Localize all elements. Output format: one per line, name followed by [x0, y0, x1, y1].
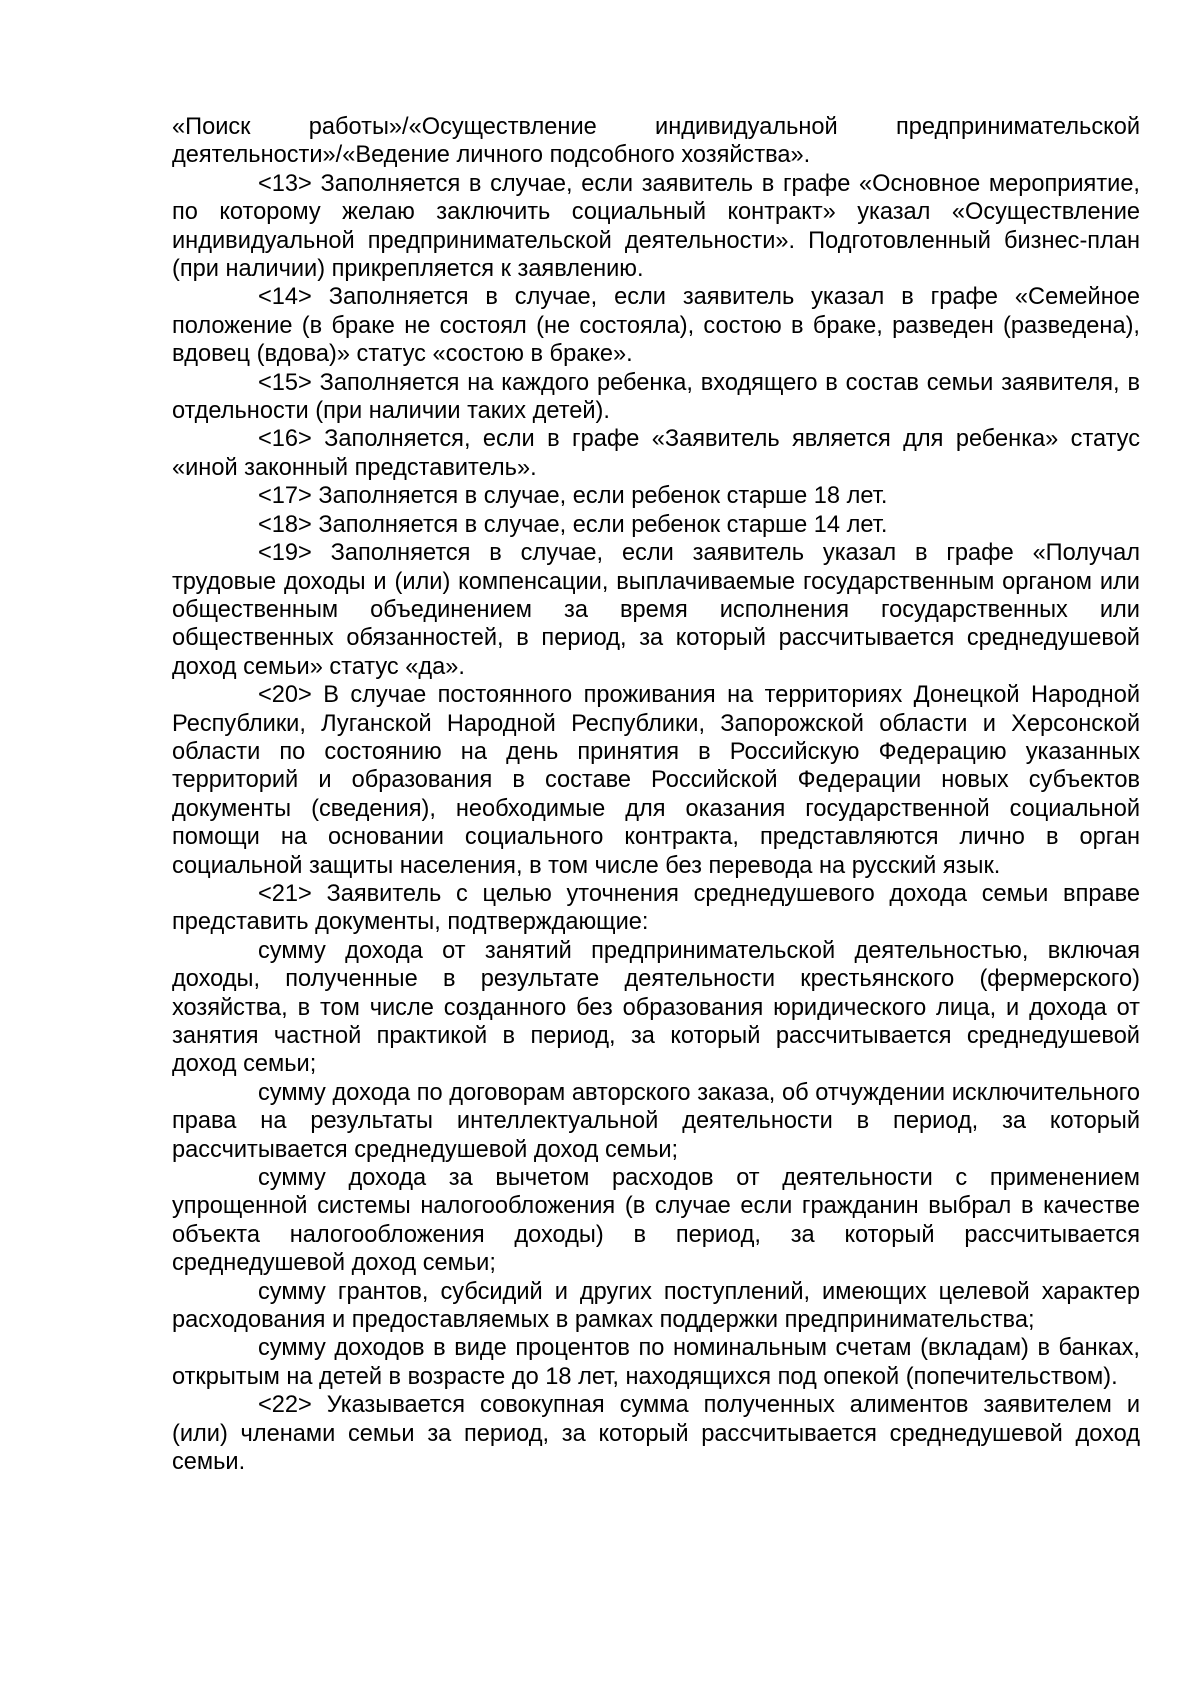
footnote-21-item-business-income: сумму дохода от занятий предпринимательской деятельностью, включая доходы, полученные в результате деятельности крестьянского (фермерского) хозяйства, в том числе созданного без образования юридического лица, и дохода от занятия частной практикой в период, за который рассчитывается среднедушевой доход семьи; [172, 937, 1140, 1078]
footnote-19: <19> Заполняется в случае, если заявитель указал в графе «Получал трудовые доходы и (или) компенсации, выплачиваемые государственным органом или общественным объединением за время исполнения государственных или общественных обязанностей, в период, за который рассчитывается среднедушевой доход семьи» статус «да». [172, 540, 1140, 680]
footnote-22: <22> Указывается совокупная сумма полученных алиментов заявителем и (или) членами семьи за период, за который рассчитывается среднедушевой доход семьи. [172, 1392, 1140, 1476]
footnote-21-item-author-contracts: сумму дохода по договорам авторского заказа, об отчуждении исключительного права на результаты интеллектуальной деятельности в период, за который рассчитывается среднедушевой доход семьи; [172, 1079, 1140, 1163]
footnote-21: <21> Заявитель с целью уточнения среднедушевого дохода семьи вправе представить документы, подтверждающие: [172, 880, 1140, 936]
footnote-17: <17> Заполняется в случае, если ребенок старше 18 лет. [258, 483, 888, 510]
footnote-15: <15> Заполняется на каждого ребенка, входящего в состав семьи заявителя, в отдельности (при наличии таких детей). [172, 369, 1140, 425]
footnote-21-item-interest: сумму доходов в виде процентов по номинальным счетам (вкладам) в банках, открытым на детей в возрасте до 18 лет, находящихся под опекой (попечительством). [172, 1335, 1140, 1390]
footnote-20: <20> В случае постоянного проживания на территориях Донецкой Народной Республики, Луганской Народной Республики, Запорожской области и Херсонской области по состоянию на день принятия в Российскую Федерацию указанных территорий и образования в составе Российской Федерации новых субъектов документы (сведения), необходимые для оказания государственной социальной помощи на основании социального контракта, представляются лично в орган социальной защиты населения, в том числе без перевода на русский язык. [172, 682, 1140, 879]
footnote-16: <16> Заполняется, если в графе «Заявитель является для ребенка» статус «иной законный представитель». [172, 426, 1140, 481]
footnote-18: <18> Заполняется в случае, если ребенок старше 14 лет. [258, 511, 888, 538]
footnote-13: <13> Заполняется в случае, если заявитель в графе «Основное мероприятие, по которому желаю заключить социальный контракт» указал «Осуществление индивидуальной предпринимательской деятельности». Подготовленный бизнес-план (при наличии) прикрепляется к заявлению. [172, 170, 1140, 283]
paragraph-continuation: «Поиск работы»/«Осуществление индивидуальной предпринимательской деятельности»/«Ведение личного подсобного хозяйства». [172, 114, 1140, 169]
footnote-21-item-grants: сумму грантов, субсидий и других поступлений, имеющих целевой характер расходования и предоставляемых в рамках поддержки предпринимательства; [172, 1278, 1140, 1334]
footnote-14: <14> Заполняется в случае, если заявитель указал в графе «Семейное положение (в браке не состоял (не состояла), состою в браке, разведен (разведена), вдовец (вдова)» статус «состою в браке». [172, 284, 1140, 368]
footnote-21-item-simplified-tax: сумму дохода за вычетом расходов от деятельности с применением упрощенной системы налогообложения (в случае если гражданин выбрал в качестве объекта налогообложения доходы) в период, за который рассчитывается среднедушевой доход семьи; [172, 1165, 1140, 1277]
document-page [172, 113, 1140, 1477]
